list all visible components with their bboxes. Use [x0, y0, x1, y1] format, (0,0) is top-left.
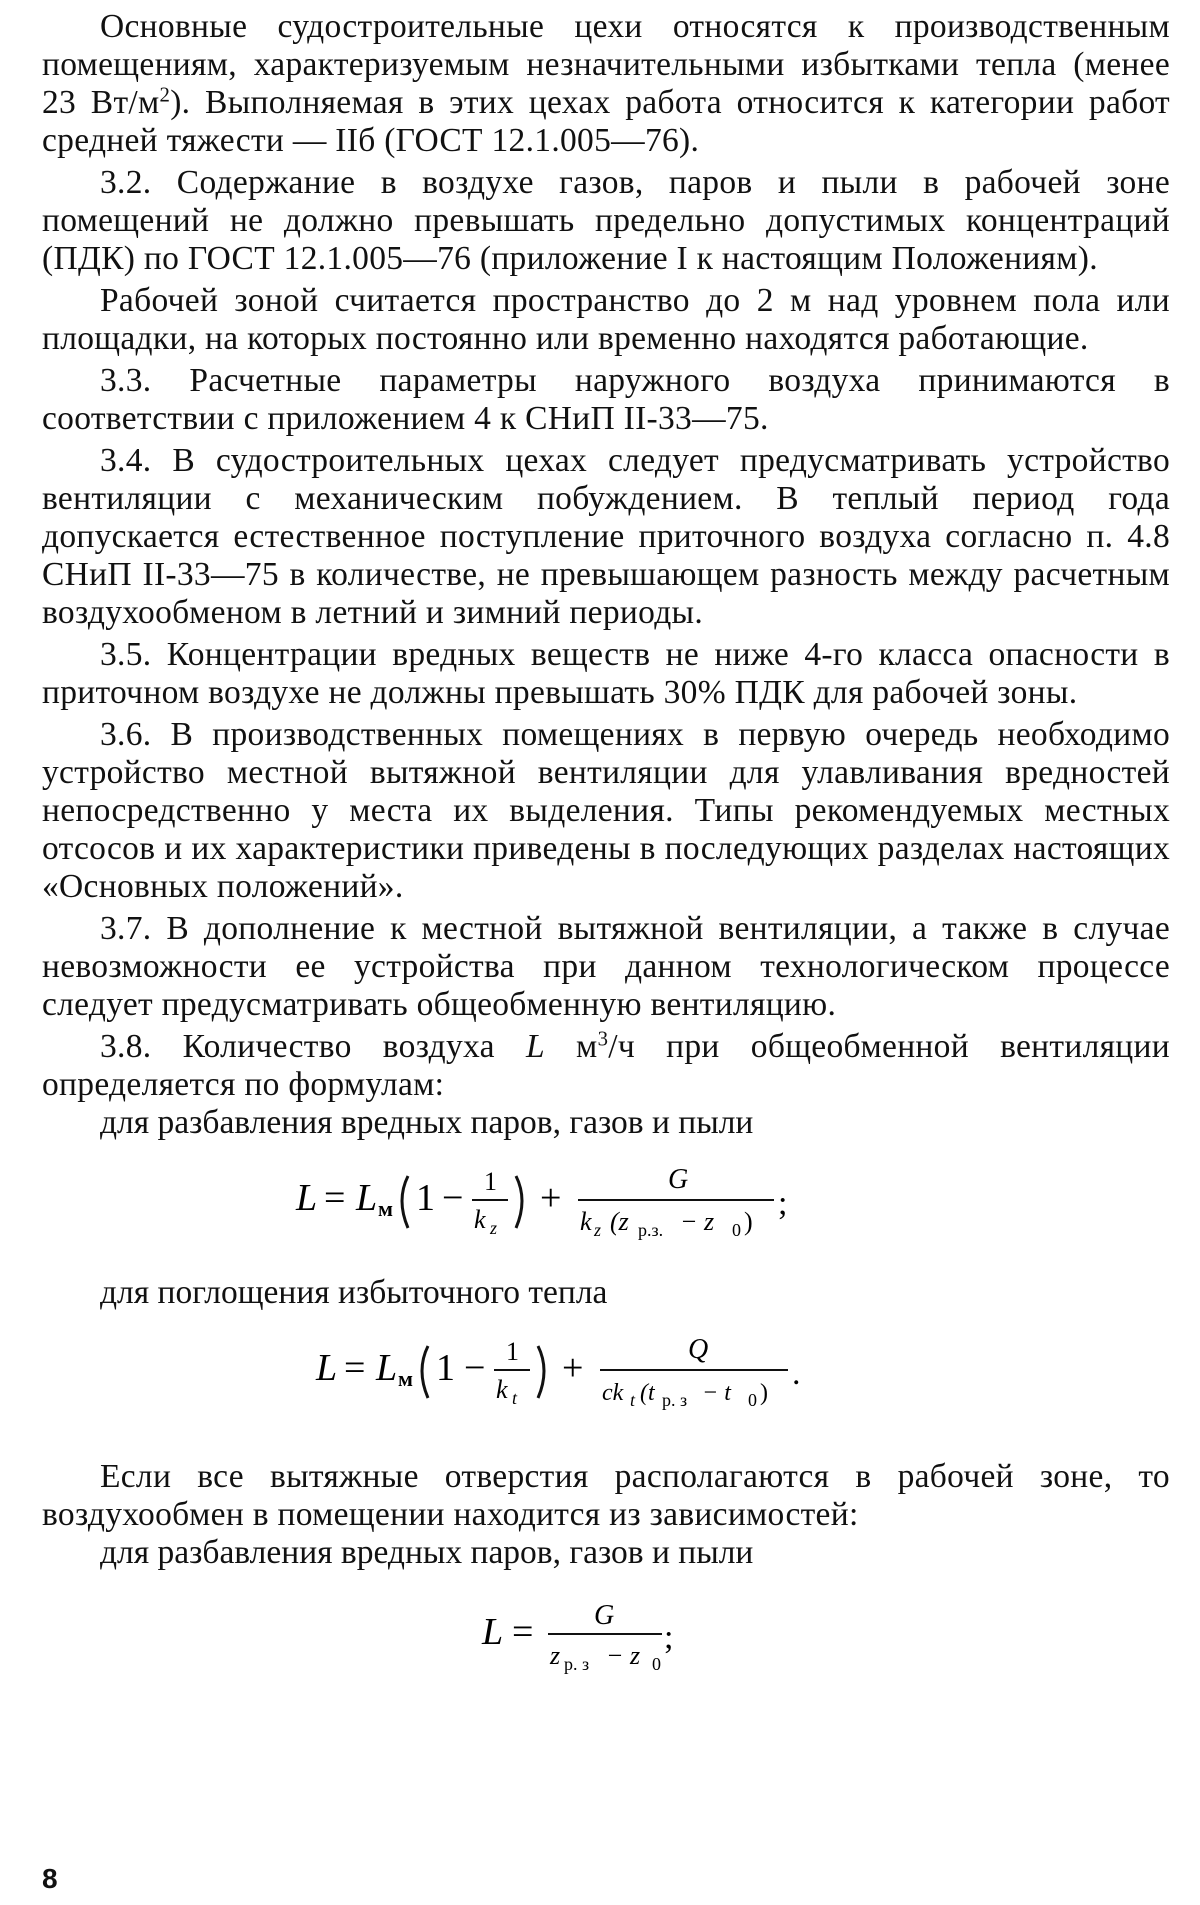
- variable-L: L: [525, 1028, 545, 1065]
- paragraph-3-2: 3.2. Содержание в воздухе газов, паров и пыли в рабочей зоне помещений не должно превышать предельно допустимых концентраций (ПДК) по ГОСТ 12.1.005—76 (приложение I к настоящим Положениям).: [42, 164, 1170, 277]
- formula-num: G: [594, 1600, 615, 1631]
- paren-close: [538, 1346, 544, 1398]
- formula-den1: k: [474, 1205, 486, 1234]
- paragraph-heat: [42, 8, 1170, 160]
- formula-plus: +: [540, 1177, 562, 1219]
- formula-num2: G: [668, 1164, 689, 1195]
- formula-dilution-2-svg: [476, 1586, 736, 1686]
- lead-dilution-2: для разбавления вредных паров, газов и пыли: [100, 1534, 754, 1571]
- formula-Lm: L: [356, 1177, 378, 1219]
- unit-text: м: [544, 1028, 598, 1065]
- formula-den2: k: [580, 1207, 592, 1236]
- paragraph-working-zone: Рабочей зоной считается пространство до 2 м над уровнем пола или площадки, на которых постоянно или временно находятся работающие.: [42, 282, 1170, 357]
- paragraph-3-5: 3.5. Концентрации вредных веществ не ниже 4-го класса опасности в приточном воздухе не должны превышать 30% ПДК для рабочей зоны.: [42, 636, 1170, 711]
- formula-num1: 1: [484, 1167, 497, 1196]
- formula-den2-rest-sub: р. з: [662, 1390, 688, 1410]
- formula-den2-rest-b: − t: [702, 1380, 731, 1406]
- formula-end: ;: [778, 1185, 788, 1222]
- page-number: 8: [42, 1863, 58, 1894]
- formula-one: 1: [436, 1347, 455, 1389]
- formula-num1: 1: [506, 1337, 519, 1366]
- formula-equals: =: [344, 1347, 366, 1389]
- paragraph-exhaust: Если все вытяжные отверстия располагаются в рабочей зоне, то воздухообмен в помещении находится из зависимостей:: [42, 1458, 1170, 1533]
- formula-plus: +: [562, 1347, 584, 1389]
- formula-one: 1: [416, 1177, 435, 1219]
- formula-dilution: [42, 1148, 1170, 1252]
- formula-den-sub2: 0: [652, 1654, 661, 1674]
- formula-end: .: [792, 1355, 801, 1392]
- formula-den2-rest-sub2: 0: [732, 1220, 741, 1240]
- formula-minus: −: [464, 1347, 486, 1389]
- paragraph-text-after: ). Выполняемая в этих цехах работа относится к категории работ средней тяжести — IIб (ГОСТ 12.1.005—76).: [42, 84, 1171, 159]
- formula-den1: k: [496, 1375, 508, 1404]
- formula-den2-close: ): [760, 1380, 768, 1406]
- formula-den2-rest-sub2: 0: [748, 1390, 757, 1410]
- formula-num2: Q: [688, 1334, 709, 1365]
- paren-open: [422, 1346, 428, 1398]
- formula-lhs: L: [296, 1177, 318, 1219]
- formula-den2: ck: [602, 1380, 624, 1406]
- formula-lhs: L: [316, 1347, 338, 1389]
- formula-den-sub: р. з: [564, 1654, 590, 1674]
- paragraph-3-3: 3.3. Расчетные параметры наружного воздуха принимаются в соответствии с приложением 4 к СНиП II-33—75.: [42, 362, 1170, 437]
- formula-den-b: − z: [606, 1641, 641, 1670]
- paragraph-3-8: [42, 1028, 1170, 1104]
- formula-den2-close: ): [744, 1207, 753, 1236]
- formula-den2-rest: (t: [640, 1380, 655, 1406]
- paragraph-3-4: 3.4. В судостроительных цехах следует предусматривать устройство вентиляции с механическим побуждением. В теплый период года допускается естественное поступление приточного воздуха согласно п. 4.8 СНиП II-33—75 в количестве, не превышающем разность между расчетным воздухообменом в летний и зимний периоды.: [42, 442, 1170, 631]
- formula-den2-sub: t: [630, 1390, 636, 1410]
- formula-heat: [42, 1318, 1170, 1422]
- lead-heat: для поглощения избыточного тепла: [100, 1274, 608, 1311]
- formula-den2-rest-sub: р.з.: [638, 1220, 664, 1240]
- formula-heat-svg: [296, 1318, 916, 1422]
- paren-close: [516, 1176, 522, 1228]
- superscript: 3: [597, 1027, 609, 1051]
- formula-den1-sub: z: [490, 1218, 498, 1238]
- formula-den: z: [550, 1641, 561, 1670]
- formula-den2-sub: z: [594, 1220, 602, 1240]
- formula-den1-sub: t: [512, 1388, 518, 1408]
- formula-equals: =: [324, 1177, 346, 1219]
- formula-dilution-svg: [296, 1148, 916, 1252]
- document-page: [42, 8, 1170, 1898]
- superscript: 2: [159, 83, 171, 107]
- paragraph-text-after: /ч при общеобменной вентиляции определяется по формулам:: [42, 1028, 1170, 1103]
- formula-Lm-sub: м: [398, 1366, 413, 1391]
- formula-den2-rest-b: − z: [680, 1207, 715, 1236]
- formula-lhs: L: [482, 1611, 504, 1653]
- paren-open: [402, 1176, 408, 1228]
- paragraph-text: Основные судостроительные цехи относятся к производственным помещениям, характеризуемым незначительными избытками тепла (менее 23 Вт/м: [42, 8, 1170, 121]
- paragraph-3-7: 3.7. В дополнение к местной вытяжной вентиляции, а также в случае невозможности ее устройства при данном технологическом процессе следует предусматривать общеобменную вентиляцию.: [42, 910, 1170, 1023]
- paragraph-3-6: 3.6. В производственных помещениях в первую очередь необходимо устройство местной вытяжной вентиляции для улавливания вредностей непосредственно у места их выделения. Типы рекомендуемых местных отсосов и их характеристики приведены в последующих разделах настоящих «Основных положений».: [42, 716, 1170, 905]
- formula-Lm: L: [376, 1347, 398, 1389]
- formula-dilution-2: [42, 1586, 1170, 1686]
- formula-equals: =: [512, 1611, 534, 1653]
- lead-dilution: для разбавления вредных паров, газов и пыли: [100, 1104, 754, 1141]
- paragraph-text-before: 3.8. Количество воздуха: [100, 1028, 526, 1065]
- formula-den2-rest: (z: [610, 1207, 629, 1236]
- formula-end: ;: [664, 1619, 674, 1656]
- formula-Lm-sub: м: [378, 1196, 393, 1221]
- formula-minus: −: [442, 1177, 464, 1219]
